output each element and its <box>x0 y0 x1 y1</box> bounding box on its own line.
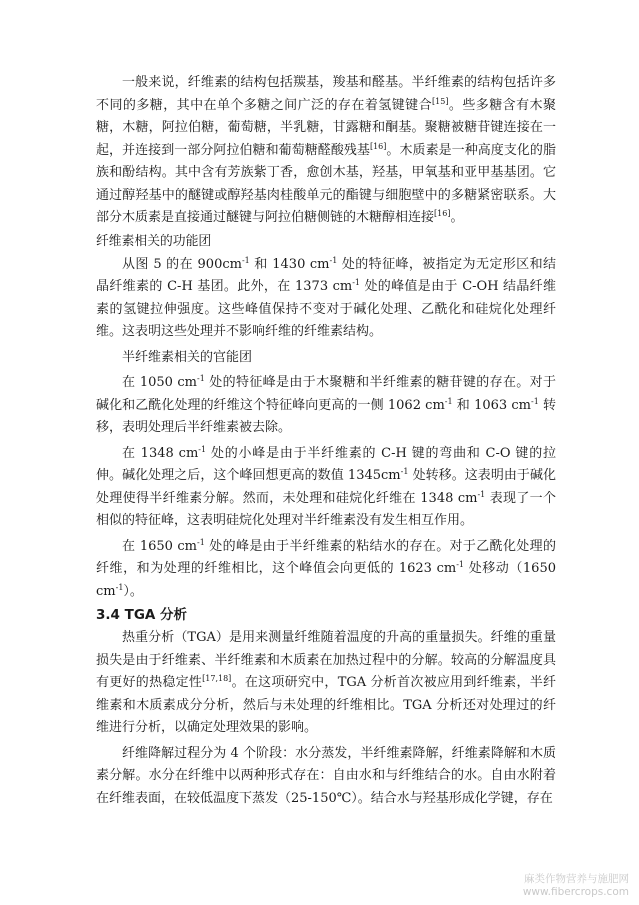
citation-ref[interactable]: [16] <box>369 141 387 151</box>
paragraph-1050-peak: 在 1050 $cm^{-1}$ 处的特征峰是由于木聚糖和半纤维素的糖苷键的存在。对于碱化和乙酰化处理的纤维这个特征峰向更高的一侧 1062 $cm^{-1}$ 和 1063 $cm^{-1}$ 转移，表明处理后半纤维素被去除。 <box>96 374 556 435</box>
citation-ref[interactable]: [17,18] <box>202 674 232 683</box>
citation-ref[interactable]: [15] <box>432 96 449 106</box>
section-title-tga: 3.4 TGA 分析 <box>96 607 188 623</box>
watermark <box>523 873 629 899</box>
watermark-site-name: 麻类作物营养与施肥网 <box>524 873 629 885</box>
watermark-url: www.fibercrops.com <box>522 886 629 898</box>
paragraph-1348-peak: 在 1348 $cm^{-1}$ 处的小峰是由于半纤维素的 C-H 键的弯曲和 C-O 键的拉伸。碱化处理之后，这个峰回想更高的数值 $1345cm^{-1}$ 处转移。这表明由于碱化处理使得半纤维素分解。然而，未处理和硅烷化纤维在 1348 $cm^{-1}$ 表现了一个相似的特征峰，这表明硅烷化处理对半纤维素没有发生相互作用。 <box>96 444 556 528</box>
heading-cellulose-groups: 纤维素相关的功能团 <box>96 233 212 249</box>
heading-hemicellulose-groups: 半纤维素相关的官能团 <box>122 349 253 365</box>
paragraph-tga-intro: 热重分析（TGA）是用来测量纤维随着温度的升高的重量损失。纤维的重量损失是由于纤维素、半纤维素和木质素在加热过程中的分解。较高的分解温度具有更好的热稳定性[17,18]。在这项研究中，TGA 分析首次被应用到纤维素，半纤维素和木质素成分分析，然后与未处理的纤维相比。TGA 分析还对处理过的纤维进行分析，以确定处理效果的影响。 <box>96 630 556 735</box>
paragraph-cellulose-peaks: 从图 5 的在 $900cm^{-1}$ 和 1430 $cm^{-1}$ 处的特征峰，被指定为无定形区和结晶纤维素的 C-H 基团。此外，在 1373 $cm^{-1}$ 处的峰值是由于 C-OH 结晶纤维素的氢键拉伸强度。这些峰值保持不变对于碱化处理、乙酰化和硅烷化处理纤维。这表明这些处理并不影响纤维的纤维素结构。 <box>96 255 557 339</box>
citation-ref[interactable]: [16] <box>434 209 451 218</box>
paragraph-degradation-stages: 纤维降解过程分为 4 个阶段：水分蒸发，半纤维素降解，纤维素降解和木质素分解。水分在纤维中以两种形式存在：自由水和与纤维结合的水。自由水附着在纤维表面，在较低温度下蒸发（25-150℃）。结合水与羟基形成化学键，存在 <box>96 745 556 806</box>
paragraph-1650-peak: 在 1650 $cm^{-1}$ 处的峰是由于半纤维素的粘结水的存在。对于乙酰化处理的纤维，和为处理的纤维相比，这个峰值会向更低的 1623 $cm^{-1}$ 处移动（1650 $cm^{-1}$）。 <box>96 537 556 599</box>
document-body <box>96 72 556 810</box>
paragraph-cell-wall-structure: 一般来说，纤维素的结构包括羰基，羧基和醛基。半纤维素的结构包括许多不同的多糖，其中在单个多糖之间广泛的存在着氢键键合[15]。些多糖含有木聚糖，木糖，阿拉伯糖，葡萄糖，半乳糖，甘露糖和酮基。聚糖被糖苷键连接在一起，并连接到一部分阿拉伯糖和葡萄糖醛酸残基[16]。木质素是一种高度支化的脂族和酚结构。其中含有芳族紫丁香，愈创木基，羟基，甲氧基和亚甲基基团。它通过醇羟基中的醚键或醇羟基肉桂酸单元的酯键与细胞壁中的多糖紧密联系。大部分木质素是直接通过醚键与阿拉伯糖侧链的木糖醇相连接[16]。 <box>96 75 556 225</box>
